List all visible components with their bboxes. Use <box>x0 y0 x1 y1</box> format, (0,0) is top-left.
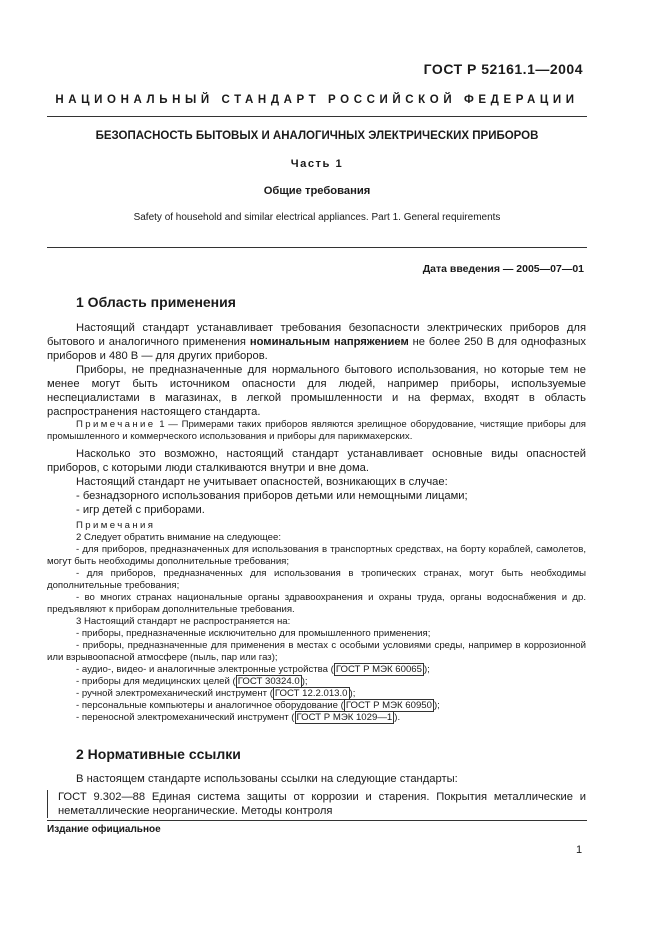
list-item: - игр детей с приборами. <box>76 504 205 516</box>
list-item: - аудио-, видео- и аналогичные электронные устройства ( ГОСТ Р МЭК 60065 ); <box>76 664 430 675</box>
list-item: - для приборов, предназначенных для использования в тропических странах, могут быть необходимы дополнительные требования; <box>47 568 586 591</box>
standard-id: ГОСТ Р 52161.1—2004 <box>423 61 583 77</box>
section-1-heading: 1 Область применения <box>76 294 236 310</box>
footer-rule <box>47 820 587 821</box>
introduction-date: Дата введения — 2005—07—01 <box>422 263 584 275</box>
section-2-heading: 2 Нормативные ссылки <box>76 746 241 762</box>
list-item: - персональные компьютеры и аналогичное оборудование ( ГОСТ Р МЭК 60950 ); <box>76 700 440 711</box>
link-gost-12-2-013[interactable]: ГОСТ 12.2.013.0 <box>274 688 348 699</box>
national-standard-banner: НАЦИОНАЛЬНЫЙ СТАНДАРТ РОССИЙСКОЙ ФЕДЕРАЦИИ <box>55 94 579 106</box>
page-number: 1 <box>576 844 583 856</box>
note-label: Примечание <box>76 419 156 430</box>
paragraph: Приборы, не предназначенные для нормального бытового использования, но которые тем не менее могут быть источником опасности для людей, например приборы, используемые неспециалистами в магазинах, в легкой промышленности и на фермах, входят в область распространения настоящего стандарта. <box>47 364 586 418</box>
note-2: 2 Следует обратить внимание на следующее: <box>76 532 281 543</box>
section-1-body-continued <box>47 447 586 517</box>
document-subtitle: Общие требования <box>263 185 371 197</box>
link-gost-r-mek-60950[interactable]: ГОСТ Р МЭК 60950 <box>345 700 432 711</box>
official-edition-label: Издание официальное <box>47 824 161 835</box>
part-label: Часть 1 <box>290 158 344 170</box>
list-item: - приборы для медицинских целей ( ГОСТ 30324.0 ); <box>76 676 308 687</box>
section-1-body <box>47 321 586 419</box>
list-item: - ручной электромеханический инструмент ( ГОСТ 12.2.013.0 ); <box>76 688 356 699</box>
list-item: - безнадзорного использования приборов детьми или немощными лицами; <box>76 490 468 502</box>
document-title: БЕЗОПАСНОСТЬ БЫТОВЫХ И АНАЛОГИЧНЫХ ЭЛЕКТРИЧЕСКИХ ПРИБОРОВ <box>95 130 539 142</box>
term-rated-voltage: номинальным напряжением <box>249 336 409 348</box>
paragraph: В настоящем стандарте использованы ссылки на следующие стандарты: <box>76 773 458 785</box>
list-item: - для приборов, предназначенных для использования в транспортных средствах, на борту кораблей, самолетов, могут быть необходимы дополнительные требования; <box>47 544 586 567</box>
list-item: - во многих странах национальные органы здравоохранения и охраны труда, органы водоснабжения и др. предъявляют к приборам дополнительные требования. <box>47 592 586 615</box>
note-1: Примечание 1 — Примерами таких приборов являются зрелищное оборудование, чистящие приборы для промышленного и коммерческого использования и приборы для парикмахерских. <box>47 419 586 442</box>
header-rule <box>47 116 587 117</box>
paragraph: Настоящий стандарт устанавливает требования безопасности электрических приборов для бытового и аналогичного применения номинальным напряжением не более 250 В для однофазных приборов и 480 В — для других приборов. <box>47 322 586 362</box>
list-item: - приборы, предназначенные для применения в местах с особыми условиями среды, например в коррозионной или взрывоопасной атмосфере (пыль, пар или газ); <box>47 640 586 663</box>
note-3: 3 Настоящий стандарт не распространяется на: <box>76 616 291 627</box>
paragraph: Настоящий стандарт не учитывает опасностей, возникающих в случае: <box>76 476 448 488</box>
paragraph: Насколько это возможно, настоящий стандарт устанавливает основные виды опасностей приборов, с которыми люди сталкиваются внутри и вне дома. <box>47 448 586 474</box>
link-gost-r-mek-1029[interactable]: ГОСТ Р МЭК 1029—1 <box>296 712 393 723</box>
title-rule <box>47 247 587 248</box>
list-item: - переносной электромеханический инструмент ( ГОСТ Р МЭК 1029—1 ). <box>76 712 401 723</box>
english-title: Safety of household and similar electrical appliances. Part 1. General requirements <box>133 212 501 223</box>
link-gost-r-mek-60065[interactable]: ГОСТ Р МЭК 60065 <box>335 664 422 675</box>
notes-block <box>47 520 586 724</box>
list-item: - приборы, предназначенные исключительно для промышленного применения; <box>76 628 431 639</box>
section-2-body <box>47 772 586 786</box>
notes-label: Примечания <box>76 520 156 531</box>
reference-entry: ГОСТ 9.302—88 Единая система защиты от коррозии и старения. Покрытия металлические и неметаллические неорганические. Методы контроля <box>47 790 586 818</box>
link-gost-30324[interactable]: ГОСТ 30324.0 <box>237 676 300 687</box>
